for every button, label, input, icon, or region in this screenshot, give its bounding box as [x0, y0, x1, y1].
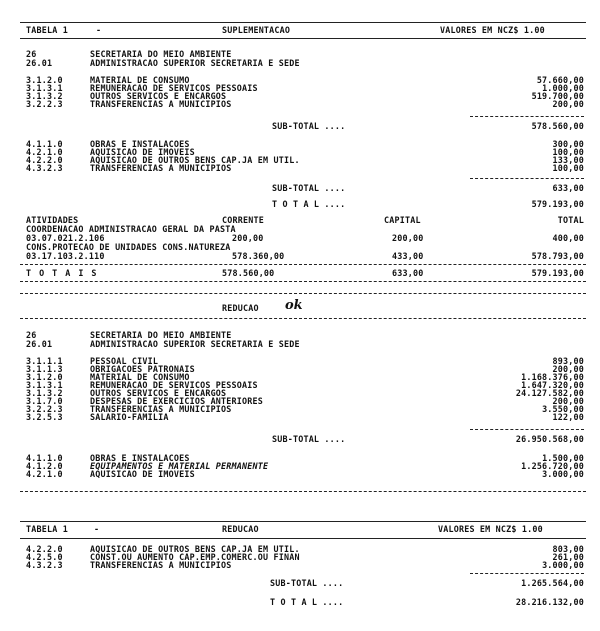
totais-total: 579.193,00 [531, 268, 584, 278]
org-name: SECRETARIA DO MEIO AMBIENTE [90, 49, 232, 59]
item-code: 3.1.2.0 [26, 372, 63, 382]
subtotal-value: 26.950.568,00 [515, 434, 584, 444]
total-label: T O T A L .... [270, 597, 344, 607]
item-code: 3.1.3.2 [26, 388, 63, 398]
item-code: 3.1.3.2 [26, 91, 63, 101]
item-desc: OBRIGACOES PATRONAIS [90, 364, 195, 374]
section-title: SUPLEMENTACAO [222, 25, 291, 35]
subtotal-label: SUB-TOTAL .... [272, 434, 346, 444]
item-value: 200,00 [552, 396, 584, 406]
handwritten-mark: ok [285, 298, 303, 313]
item-desc: CONST.OU AUMENTO CAP.EMP.COMERC.OU FINAN [90, 552, 300, 562]
item-value: 57.660,00 [536, 75, 584, 85]
section-rule [20, 293, 586, 294]
item-desc: AQUISICAO DE IMOVEIS [90, 147, 195, 157]
subtotal-rule [470, 116, 584, 117]
activity-corrente: 200,00 [232, 233, 264, 243]
item-desc: PESSOAL CIVIL [90, 356, 159, 366]
section-rule [20, 491, 586, 492]
item-code: 3.1.1.1 [26, 356, 63, 366]
total-label: T O T A L .... [272, 199, 346, 209]
item-code: 4.2.1.0 [26, 147, 63, 157]
item-desc: AQUISICAO DE OUTROS BENS CAP.JA EM UTIL. [90, 155, 300, 165]
subtotal-rule [470, 573, 584, 574]
subtotal-label: SUB-TOTAL .... [270, 578, 344, 588]
item-code: 4.2.2.0 [26, 544, 63, 554]
org-name: ADMINISTRACAO SUPERIOR SECRETARIA E SEDE [90, 339, 300, 349]
totais-rule [20, 264, 586, 265]
top-rule [20, 22, 586, 23]
item-value: 893,00 [552, 356, 584, 366]
item-value: 3.000,00 [542, 469, 584, 479]
item-code: 3.2.2.3 [26, 404, 63, 414]
top-rule [20, 521, 586, 522]
item-desc: AQUISICAO DE IMOVEIS [90, 469, 195, 479]
activity-capital: 200,00 [392, 233, 424, 243]
item-value: 3.000,00 [542, 560, 584, 570]
item-code: 4.3.2.3 [26, 163, 63, 173]
col-atividades: ATIVIDADES [26, 215, 79, 225]
activity-name: CONS.PROTECAO DE UNIDADES CONS.NATUREZA [26, 242, 231, 252]
item-value: 261,00 [552, 552, 584, 562]
item-code: 3.1.1.3 [26, 364, 63, 374]
col-capital: CAPITAL [384, 215, 421, 225]
item-desc: TRANSFERENCIAS A MUNICIPIOS [90, 404, 232, 414]
item-desc: REMUNERACAO DE SERVICOS PESSOAIS [90, 380, 258, 390]
item-value: 24.127.582,00 [515, 388, 584, 398]
item-code: 4.2.1.0 [26, 469, 63, 479]
item-value: 133,00 [552, 155, 584, 165]
item-value: 1.168.376,00 [521, 372, 584, 382]
total-value: 579.193,00 [531, 199, 584, 209]
activity-code: 03.07.021.2.106 [26, 233, 105, 243]
org-code: 26 [26, 330, 37, 340]
subtotal-value: 1.265.564,00 [521, 578, 584, 588]
org-name: SECRETARIA DO MEIO AMBIENTE [90, 330, 232, 340]
totais-capital: 633,00 [392, 268, 424, 278]
header-rule [20, 538, 586, 539]
item-desc: TRANSFERENCIAS A MUNICIPIOS [90, 99, 232, 109]
table-label: TABELA 1 [26, 25, 68, 35]
item-code: 4.2.5.0 [26, 552, 63, 562]
item-desc: MATERIAL DE CONSUMO [90, 75, 190, 85]
item-value: 3.550,00 [542, 404, 584, 414]
item-desc: REMUNERACAO DE SERVICOS PESSOAIS [90, 83, 258, 93]
org-code: 26.01 [26, 339, 53, 349]
item-value: 1.647.320,00 [521, 380, 584, 390]
item-value: 803,00 [552, 544, 584, 554]
item-code: 4.1.1.0 [26, 139, 63, 149]
subtotal-rule [470, 178, 584, 179]
activity-total: 578.793,00 [531, 251, 584, 261]
total-value: 28.216.132,00 [515, 597, 584, 607]
item-desc: OUTROS SERVICOS E ENCARGOS [90, 91, 227, 101]
item-code: 4.3.2.3 [26, 560, 63, 570]
item-desc: MATERIAL DE CONSUMO [90, 372, 190, 382]
item-code: 4.1.1.0 [26, 453, 63, 463]
item-code: 3.2.5.3 [26, 412, 63, 422]
subtotal-label: SUB-TOTAL .... [272, 121, 346, 131]
item-value: 1.256.720,00 [521, 461, 584, 471]
org-name: ADMINISTRACAO SUPERIOR SECRETARIA E SEDE [90, 58, 300, 68]
item-value: 1.000,00 [542, 83, 584, 93]
item-code: 3.1.7.0 [26, 396, 63, 406]
org-code: 26 [26, 49, 37, 59]
table-dash: - [96, 25, 102, 35]
activity-code: 03.17.103.2.110 [26, 251, 105, 261]
item-desc: OBRAS E INSTALACOES [90, 453, 190, 463]
section-title: REDUCAO [222, 303, 259, 313]
item-desc: AQUISICAO DE OUTROS BENS CAP.JA EM UTIL. [90, 544, 300, 554]
subtotal-label: SUB-TOTAL .... [272, 183, 346, 193]
values-unit: VALORES EM NCZ$ 1.00 [438, 524, 543, 534]
item-value: 200,00 [552, 364, 584, 374]
col-corrente: CORRENTE [222, 215, 264, 225]
item-code: 3.1.2.0 [26, 75, 63, 85]
item-code: 3.1.3.1 [26, 83, 63, 93]
item-code: 3.1.3.1 [26, 380, 63, 390]
item-desc: OBRAS E INSTALACOES [90, 139, 190, 149]
section-rule [20, 318, 586, 319]
subtotal-value: 633,00 [552, 183, 584, 193]
item-value: 100,00 [552, 147, 584, 157]
item-code: 4.2.2.0 [26, 155, 63, 165]
item-value: 100,00 [552, 163, 584, 173]
subtotal-value: 578.560,00 [531, 121, 584, 131]
item-value: 300,00 [552, 139, 584, 149]
org-code: 26.01 [26, 58, 53, 68]
item-desc: TRANSFERENCIAS A MUNICIPIOS [90, 163, 232, 173]
header-rule [20, 38, 586, 39]
item-value: 122,00 [552, 412, 584, 422]
item-value: 519.700,00 [531, 91, 584, 101]
item-desc: SALARIO-FAMILIA [90, 412, 169, 422]
activity-total: 400,00 [552, 233, 584, 243]
activity-capital: 433,00 [392, 251, 424, 261]
activity-name: COORDENACAO ADMINISTRACAO GERAL DA PASTA [26, 224, 236, 234]
item-value: 1.500,00 [542, 453, 584, 463]
item-desc: TRANSFERENCIAS A MUNICIPIOS [90, 560, 232, 570]
item-code: 4.1.2.0 [26, 461, 63, 471]
subtotal-rule [470, 429, 584, 430]
totais-rule [20, 281, 586, 282]
item-value: 200,00 [552, 99, 584, 109]
section-title: REDUCAO [222, 524, 259, 534]
table-label: TABELA 1 [26, 524, 68, 534]
item-desc: EQUIPAMENTOS E MATERIAL PERMANENTE [90, 461, 269, 471]
totais-corrente: 578.560,00 [222, 268, 275, 278]
values-unit: VALORES EM NCZ$ 1.00 [440, 25, 545, 35]
totais-label: T O T A I S [26, 268, 98, 278]
item-code: 3.2.2.3 [26, 99, 63, 109]
item-desc: DESPESAS DE EXERCICIOS ANTERIORES [90, 396, 263, 406]
table-dash: - [94, 524, 100, 534]
item-desc: OUTROS SERVICOS E ENCARGOS [90, 388, 227, 398]
activity-corrente: 578.360,00 [232, 251, 285, 261]
col-total: TOTAL [557, 215, 584, 225]
